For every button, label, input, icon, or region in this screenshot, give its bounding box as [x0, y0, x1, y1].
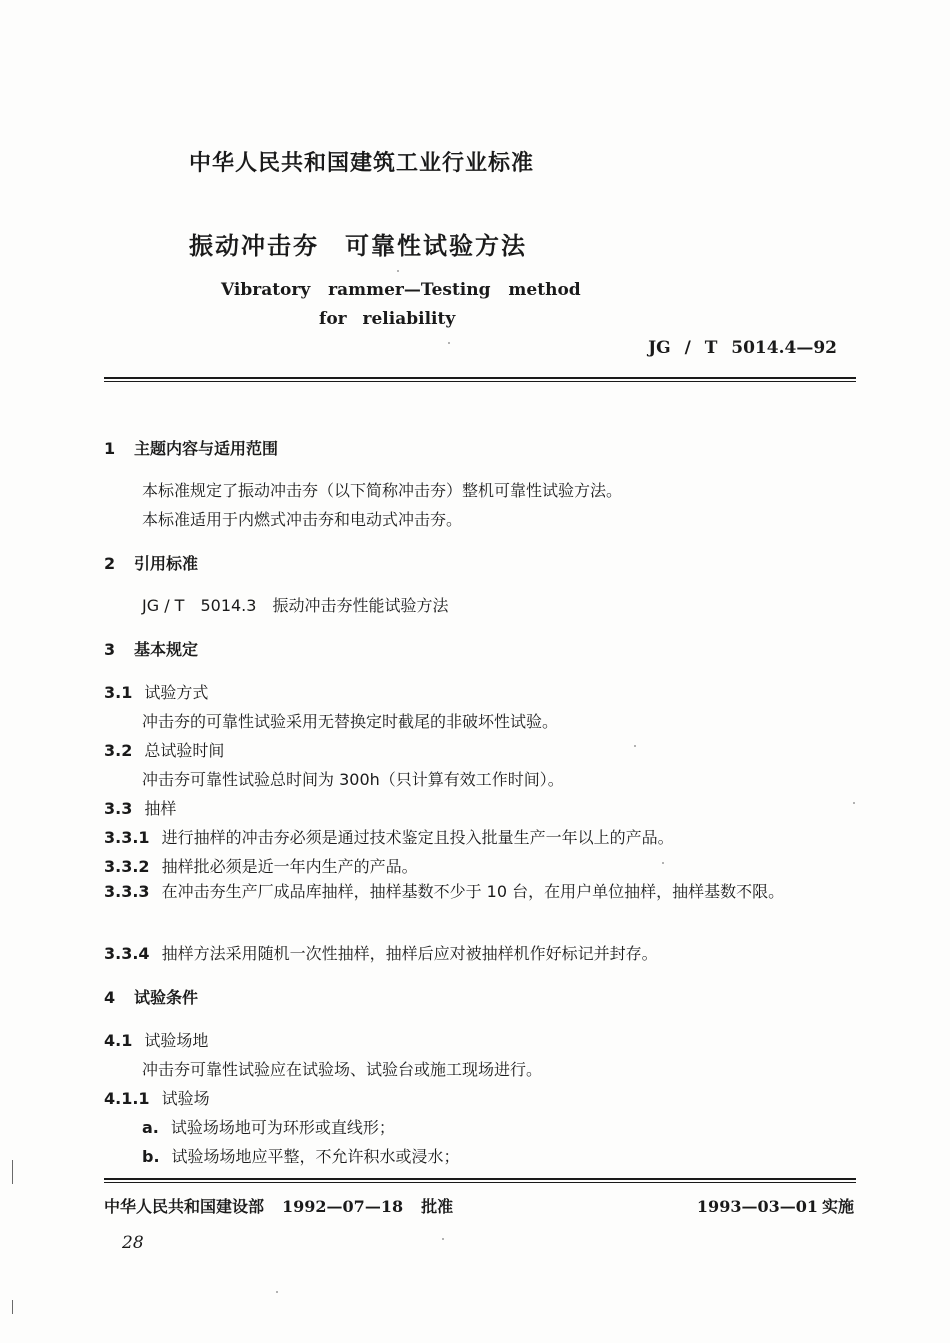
clause-3-2-heading	[104, 738, 224, 761]
effective-line	[697, 1194, 854, 1217]
clause-title: 试验方式	[144, 683, 209, 702]
clause-3-3-heading	[104, 796, 176, 819]
clause-number: 3.3.3	[104, 882, 150, 901]
scan-speck	[442, 1238, 444, 1240]
section-1-heading	[104, 436, 278, 459]
list-item	[142, 1115, 395, 1138]
clause-4-1-text: 冲击夯可靠性试验应在试验场、试验台或施工现场进行。	[142, 1060, 543, 1079]
clause-number: 3.3.4	[104, 944, 150, 963]
scan-speck	[397, 270, 399, 272]
clause-number: 4.1	[104, 1031, 133, 1050]
clause-3-3-2	[104, 854, 418, 877]
list-item	[142, 1144, 460, 1167]
clause-4-1-1-heading	[104, 1086, 210, 1109]
page-number: 28	[122, 1233, 144, 1253]
clause-text: 在冲击夯生产厂成品库抽样，抽样基数不少于 10 台，在用户单位抽样，抽样基数不限。	[161, 882, 785, 901]
clause-title: 总试验时间	[144, 741, 225, 760]
list-item-label: a.	[142, 1118, 159, 1137]
standard-code: JG / T 5014.4—92	[648, 338, 837, 358]
clause-number: 4.1.1	[104, 1089, 150, 1108]
clause-3-1-heading	[104, 680, 208, 703]
clause-text: 抽样方法采用随机一次性抽样，抽样后应对被抽样机作好标记并封存。	[161, 944, 658, 963]
clause-text: 进行抽样的冲击夯必须是通过技术鉴定且投入批量生产一年以上的产品。	[161, 828, 674, 847]
clause-title: 抽样	[144, 799, 177, 818]
clause-4-1-heading	[104, 1028, 208, 1051]
effective-label: 实施	[821, 1197, 854, 1216]
list-item-label: b.	[142, 1147, 160, 1166]
clause-3-3-1	[104, 825, 674, 848]
section-4-heading	[104, 985, 198, 1008]
clause-text: 抽样批必须是近一年内生产的产品。	[161, 857, 418, 876]
approval-line	[104, 1194, 453, 1217]
scan-speck	[276, 1291, 278, 1293]
scan-speck	[662, 862, 664, 864]
scan-edge-mark	[12, 1300, 13, 1314]
clause-number: 3.3.1	[104, 828, 150, 847]
approval-label: 批准	[421, 1197, 454, 1216]
section-title: 主题内容与适用范围	[134, 439, 279, 458]
section-1-paragraph-1: 本标准规定了振动冲击夯（以下简称冲击夯）整机可靠性试验方法。	[142, 481, 623, 500]
title-english-line1: Vibratory rammer—Testing method	[221, 280, 581, 300]
clause-number: 3.3.2	[104, 857, 150, 876]
clause-3-2-text: 冲击夯可靠性试验总时间为 300h（只计算有效工作时间）。	[142, 770, 564, 789]
section-number: 1	[104, 439, 116, 458]
standard-category: 中华人民共和国建筑工业行业标准	[189, 151, 535, 176]
section-number: 4	[104, 988, 116, 1007]
effective-date: 1993—03—01	[696, 1197, 818, 1216]
section-number: 3	[104, 640, 116, 659]
list-item-text: 试验场场地应平整，不允许积水或浸水；	[171, 1147, 460, 1166]
section-title: 试验条件	[134, 988, 199, 1007]
issuing-authority: 中华人民共和国建设部	[104, 1197, 265, 1216]
list-item-text: 试验场场地可为环形或直线形；	[170, 1118, 395, 1137]
scan-edge-mark	[12, 1160, 13, 1184]
clause-3-3-4	[104, 941, 658, 964]
section-number: 2	[104, 554, 116, 573]
scan-speck	[853, 802, 855, 804]
clause-number: 3.2	[104, 741, 133, 760]
referenced-standard: JG / T 5014.3 振动冲击夯性能试验方法	[142, 596, 449, 615]
section-2-heading	[104, 551, 198, 574]
clause-title: 试验场	[161, 1089, 210, 1108]
section-title: 引用标准	[134, 554, 199, 573]
footer-rule-thin	[104, 1182, 856, 1183]
header-rule-thin	[104, 381, 856, 382]
section-3-heading	[104, 637, 198, 660]
clause-number: 3.3	[104, 799, 133, 818]
footer-rule	[104, 1178, 856, 1180]
clause-3-1-text: 冲击夯的可靠性试验采用无替换定时截尾的非破坏性试验。	[142, 712, 559, 731]
scan-speck	[634, 745, 636, 747]
clause-3-3-3	[104, 878, 856, 906]
scan-speck	[448, 342, 450, 344]
section-title: 基本规定	[134, 640, 199, 659]
title-english-line2: for reliability	[319, 309, 456, 329]
title-chinese: 振动冲击夯 可靠性试验方法	[189, 232, 527, 260]
clause-title: 试验场地	[144, 1031, 209, 1050]
approval-date: 1992—07—18	[282, 1197, 404, 1216]
header-rule	[104, 377, 856, 379]
clause-number: 3.1	[104, 683, 133, 702]
section-1-paragraph-2: 本标准适用于内燃式冲击夯和电动式冲击夯。	[142, 510, 463, 529]
